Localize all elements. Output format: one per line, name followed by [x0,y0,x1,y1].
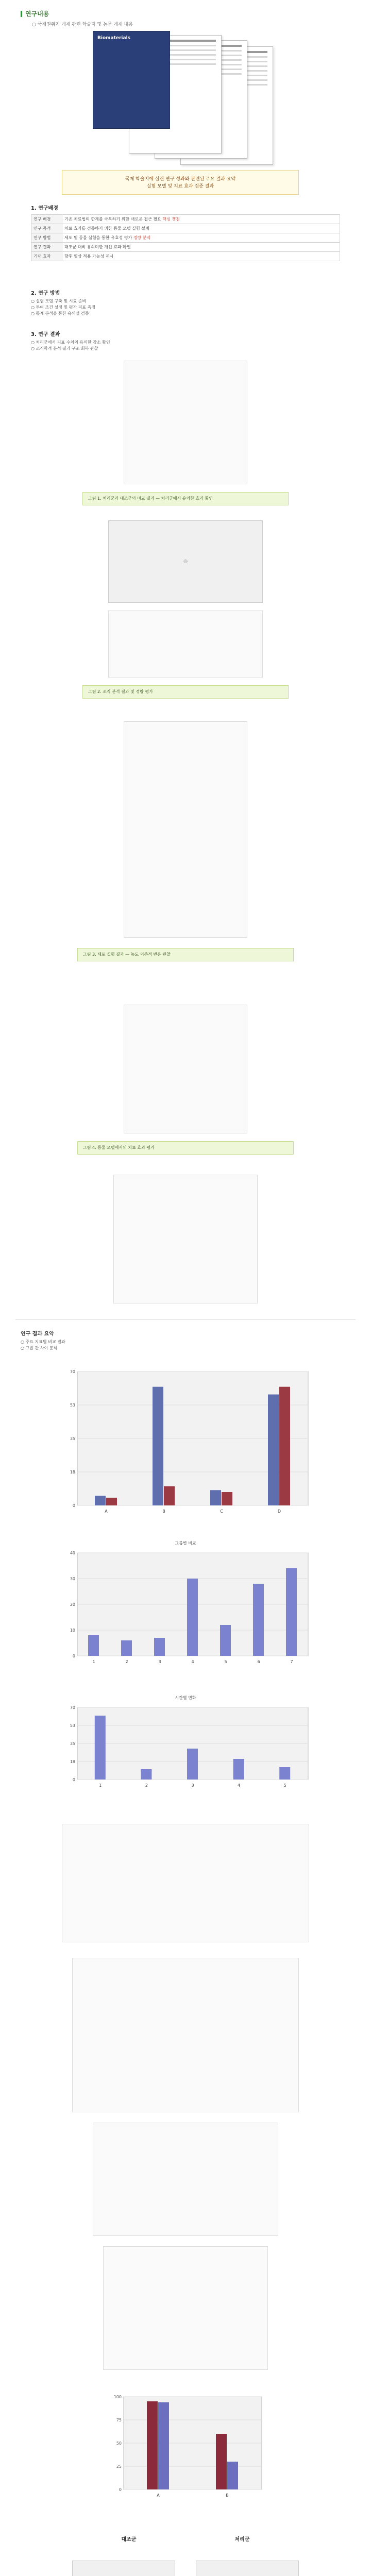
x-tick-label: 5 [283,1783,286,1788]
y-tick-label: 53 [70,1723,75,1728]
list-item: ○ 조직학적 분석 결과 구조 회복 관찰 [31,346,98,351]
bar [216,2434,227,2489]
list-item: ○ 주요 지표별 비교 결과 [21,1340,65,1344]
header-bar [21,11,22,17]
banner-line-2: 실험 모델 및 치료 효과 검증 결과 [146,184,214,189]
mouse-image-b [196,2561,299,2576]
bar [210,1490,221,1505]
x-tick-label: 7 [290,1659,293,1664]
x-tick-label: 3 [158,1659,161,1664]
tissue-image-icon: ◎ [183,559,188,564]
bar [154,1638,165,1656]
x-tick-label: A [157,2493,160,2498]
y-tick-label: 75 [116,2418,122,2422]
chart-4 [103,2391,268,2504]
image-labels [72,2535,299,2555]
y-tick-label: 0 [72,1503,75,1508]
bar [220,1625,231,1656]
diagram-block [72,1958,299,2112]
chart-1 [57,1365,314,1520]
y-tick-label: 10 [70,1628,75,1633]
chart-2-svg [57,1547,314,1670]
list-item: ○ 그룹 간 차이 분석 [21,1346,58,1350]
list-item: ○ 투여 조건 설정 및 평가 지표 측정 [31,305,96,310]
x-tick-label: 5 [224,1659,227,1664]
x-tick-label: A [105,1509,108,1514]
bar [253,1584,264,1656]
list-item: ○ 실험 모델 구축 및 시료 준비 [31,299,87,303]
x-tick-label: B [226,2493,229,2498]
bar [106,1498,117,1505]
figure-caption: 그림 1. 처리군과 대조군의 비교 결과 — 처리군에서 유의한 효과 확인 [82,492,289,505]
y-tick-label: 70 [70,1369,75,1374]
figure-block [124,361,247,484]
journal-cover-title: Biomaterials [97,36,131,41]
bar [95,1496,106,1505]
bar [147,2401,158,2489]
table-row: 연구 결과 대조군 대비 유의미한 개선 효과 확인 [31,243,340,252]
figure-caption: 그림 4. 동물 모델에서의 치료 효과 평가 [77,1141,294,1155]
banner-line-1: 국제 학술지에 실린 연구 성과와 관련된 주요 결과 요약 [125,177,236,182]
list-item: ○ 통계 분석을 통한 유의성 검증 [31,311,89,316]
x-tick-label: 6 [257,1659,260,1664]
bar [158,2402,169,2489]
y-tick-label: 70 [70,1705,75,1710]
figure-block [124,721,247,938]
table-row: 연구 목적 치료 효과를 검증하기 위한 동물 모델 실험 설계 [31,224,340,233]
figure-caption: 그림 3. 세포 실험 결과 — 농도 의존적 반응 관찰 [77,948,294,961]
bar [279,1767,290,1780]
x-tick-label: 4 [238,1783,241,1788]
group-b-label: 처리군 [234,2537,250,2543]
summary-table [31,214,340,261]
group-a-label: 대조군 [121,2537,137,2543]
bar [121,1640,132,1656]
x-tick-label: 2 [125,1659,128,1664]
y-tick-label: 18 [70,1470,75,1475]
figure-block [124,1005,247,1133]
y-tick-label: 53 [70,1403,75,1408]
chart-1-svg [57,1365,314,1520]
bar [164,1486,175,1505]
x-tick-label: 1 [99,1783,102,1788]
y-tick-label: 100 [113,2395,122,2399]
bar [227,2462,238,2489]
diagram-block [93,2123,278,2236]
x-tick-label: 2 [145,1783,148,1788]
x-tick-label: 1 [92,1659,95,1664]
chart-4-svg [103,2391,268,2504]
x-tick-label: 4 [191,1659,194,1664]
table-row: 연구 방법 세포 및 동물 실험을 통한 유효성 평가 정량 분석 [31,233,340,243]
chart-3-title: 시간별 변화 [175,1696,196,1700]
bar [153,1387,163,1505]
chart-3 [57,1695,314,1798]
y-tick-label: 35 [70,1436,75,1441]
y-tick-label: 50 [116,2441,122,2446]
x-tick-label: B [162,1509,165,1514]
x-tick-label: 3 [191,1783,194,1788]
y-tick-label: 40 [70,1551,75,1555]
part2-header [21,1329,350,1351]
bar [279,1387,290,1505]
mouse-image-a [72,2561,175,2576]
journal-cover [93,31,170,129]
y-tick-label: 25 [116,2464,122,2469]
tissue-image [108,520,263,603]
section-3 [31,330,340,352]
y-tick-label: 0 [72,1654,75,1658]
y-tick-label: 35 [70,1741,75,1746]
y-tick-label: 30 [70,1577,75,1581]
figure-block [113,1175,258,1303]
section-2-heading: 2. 연구 방법 [31,291,60,296]
x-tick-label: D [277,1509,281,1514]
bar [187,1749,198,1780]
table-row: 기대 효과 향후 임상 적용 가능성 제시 [31,252,340,261]
figure-block [108,611,263,677]
x-tick-label: C [220,1509,223,1514]
section-3-heading: 3. 연구 결과 [31,332,60,337]
highlight-banner [62,170,299,195]
bar [95,1716,106,1780]
bar [187,1579,198,1656]
journal-papers [93,31,278,165]
diagram-block [103,2246,268,2370]
bar [88,1635,99,1656]
chart-3-svg [57,1701,314,1794]
bar [268,1395,279,1505]
diagram-block [62,1824,309,1942]
chart-2 [57,1540,314,1674]
part2-title: 연구 결과 요약 [21,1331,54,1337]
section-2 [31,289,340,317]
chart-2-title: 그룹별 비교 [175,1541,196,1546]
bar [141,1769,151,1780]
table-row: 연구 배경 기존 치료법의 한계를 극복하기 위한 새로운 접근 필요 핵심 쟁점 [31,215,340,224]
y-tick-label: 0 [72,1777,75,1782]
bar [222,1492,232,1505]
y-tick-label: 0 [119,2487,122,2492]
bar [233,1759,244,1780]
figure-caption: 그림 2. 조직 분석 결과 및 정량 평가 [82,685,289,699]
bar [286,1568,297,1656]
section-header [21,9,49,18]
page-title: 연구내용 [25,10,49,18]
section-1-heading: 1. 연구배경 [31,206,58,211]
list-item: ○ 처리군에서 지표 수치의 유의한 감소 확인 [31,340,110,345]
intro-text: ○ 국제권위지 게재 관련 학술지 및 논문 게재 내용 [32,22,133,27]
y-tick-label: 20 [70,1602,75,1607]
y-tick-label: 18 [70,1759,75,1764]
section-1 [31,204,340,261]
